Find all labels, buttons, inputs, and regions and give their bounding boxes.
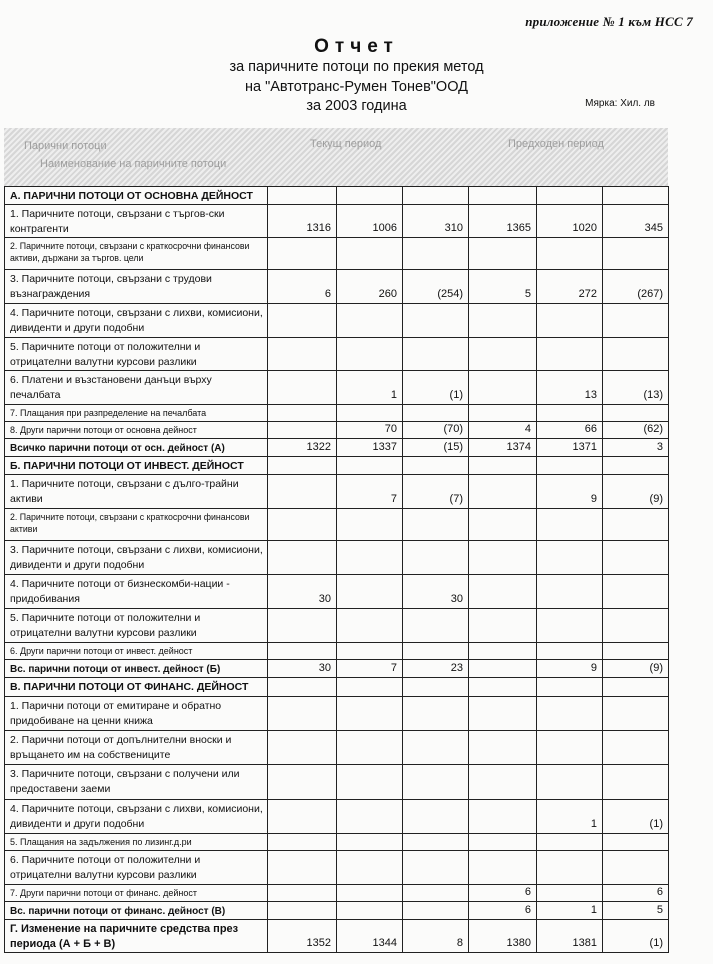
row-label: 1. Парични потоци от емитиране и обратно придобиване на ценни книжа [5, 697, 268, 731]
table-row [5, 660, 669, 678]
value-cell: (9) [603, 475, 669, 509]
value-cell [469, 851, 537, 885]
value-cell [603, 678, 669, 697]
faded-header-text: Предходен период [508, 138, 604, 150]
value-cell [537, 765, 603, 800]
value-cell: (254) [403, 270, 469, 304]
value-cell: 1020 [537, 205, 603, 238]
value-cell: 1352 [268, 920, 337, 953]
value-cell: 1006 [337, 205, 403, 238]
row-label: 4. Паричните потоци от бизнескомби-нации - придобивания [5, 575, 268, 609]
value-cell [469, 660, 537, 678]
value-cell [268, 902, 337, 920]
value-cell [403, 765, 469, 800]
value-cell [603, 731, 669, 765]
value-cell: (1) [403, 371, 469, 405]
row-label: 2. Паричните потоци, свързани с краткосрочни финансови активи [5, 509, 268, 541]
table-row [5, 731, 669, 765]
value-cell: 6 [268, 270, 337, 304]
value-cell [337, 338, 403, 371]
table-row [5, 920, 669, 953]
table-row [5, 765, 669, 800]
value-cell [537, 885, 603, 902]
annex-reference: приложение № 1 към НСС 7 [525, 14, 693, 29]
value-cell [469, 338, 537, 371]
value-cell [403, 405, 469, 422]
value-cell [537, 457, 603, 475]
value-cell [603, 609, 669, 643]
value-cell: 13 [537, 371, 603, 405]
value-cell [337, 541, 403, 575]
value-cell [469, 304, 537, 338]
row-label: Всичко парични потоци от осн. дейност (А) [5, 439, 268, 457]
value-cell [268, 422, 337, 439]
value-cell [268, 304, 337, 338]
row-label: 3. Паричните потоци, свързани с трудови възнаграждения [5, 270, 268, 304]
value-cell: 5 [603, 902, 669, 920]
row-label: 3. Паричните потоци, свързани с лихви, комисиони, дивиденти и други подобни [5, 541, 268, 575]
value-cell [603, 765, 669, 800]
row-label: 7. Плащания при разпределение на печалбата [5, 405, 268, 422]
value-cell [268, 834, 337, 851]
table-row [5, 205, 669, 238]
value-cell: 1371 [537, 439, 603, 457]
table-row [5, 422, 669, 439]
value-cell [403, 541, 469, 575]
value-cell [537, 238, 603, 270]
value-cell [268, 187, 337, 205]
value-cell [337, 678, 403, 697]
value-cell [537, 187, 603, 205]
value-cell [337, 731, 403, 765]
value-cell [337, 405, 403, 422]
table-row [5, 457, 669, 475]
table-row [5, 304, 669, 338]
value-cell [469, 541, 537, 575]
value-cell: 1316 [268, 205, 337, 238]
value-cell: 30 [268, 575, 337, 609]
value-cell [603, 187, 669, 205]
report-title: Отчет [314, 36, 399, 57]
value-cell [603, 304, 669, 338]
value-cell [337, 609, 403, 643]
value-cell: 7 [337, 660, 403, 678]
faded-table-header [4, 128, 668, 186]
table-row [5, 238, 669, 270]
value-cell [537, 338, 603, 371]
value-cell [469, 457, 537, 475]
value-cell [403, 304, 469, 338]
faded-header-text: Наименование на паричните потоци [40, 158, 227, 170]
value-cell [603, 405, 669, 422]
value-cell [337, 304, 403, 338]
table-row [5, 609, 669, 643]
value-cell: 3 [603, 439, 669, 457]
value-cell [603, 457, 669, 475]
value-cell [469, 371, 537, 405]
row-label: 3. Паричните потоци, свързани с получени или предоставени заеми [5, 765, 268, 800]
value-cell [337, 509, 403, 541]
value-cell: (13) [603, 371, 669, 405]
value-cell [337, 885, 403, 902]
value-cell: (9) [603, 660, 669, 678]
value-cell [469, 509, 537, 541]
table-row [5, 509, 669, 541]
row-label: В. ПАРИЧНИ ПОТОЦИ ОТ ФИНАНС. ДЕЙНОСТ [5, 678, 268, 697]
table-row [5, 902, 669, 920]
value-cell: 1 [537, 902, 603, 920]
value-cell: (62) [603, 422, 669, 439]
faded-header-text: Текущ период [310, 138, 382, 150]
value-cell: 310 [403, 205, 469, 238]
value-cell: 1344 [337, 920, 403, 953]
value-cell [603, 541, 669, 575]
value-cell: (70) [403, 422, 469, 439]
value-cell: (1) [603, 920, 669, 953]
value-cell [403, 187, 469, 205]
value-cell [403, 678, 469, 697]
table-row [5, 697, 669, 731]
value-cell [337, 187, 403, 205]
value-cell [268, 697, 337, 731]
row-label: 7. Други парични потоци от финанс. дейност [5, 885, 268, 902]
value-cell: 1380 [469, 920, 537, 953]
value-cell [603, 509, 669, 541]
row-label: 5. Паричните потоци от положителни и отрицателни валутни курсови разлики [5, 338, 268, 371]
value-cell [403, 509, 469, 541]
value-cell: 23 [403, 660, 469, 678]
value-cell: 9 [537, 475, 603, 509]
row-label: Вс. парични потоци от финанс. дейност (В) [5, 902, 268, 920]
value-cell [403, 457, 469, 475]
value-cell: (267) [603, 270, 669, 304]
row-label: 2. Парични потоци от допълнителни вноски и връщането им на собствениците [5, 731, 268, 765]
value-cell: 70 [337, 422, 403, 439]
value-cell [537, 575, 603, 609]
value-cell [537, 697, 603, 731]
value-cell [603, 834, 669, 851]
value-cell [537, 643, 603, 660]
value-cell [603, 338, 669, 371]
row-label: 6. Платени и възстановени данъци върху печалбата [5, 371, 268, 405]
value-cell: (7) [403, 475, 469, 509]
value-cell [268, 678, 337, 697]
table-row [5, 643, 669, 660]
row-label: 5. Паричните потоци от положителни и отрицателни валутни курсови разлики [5, 609, 268, 643]
value-cell [268, 405, 337, 422]
value-cell [469, 731, 537, 765]
row-label: 6. Паричните потоци от положителни и отрицателни валутни курсови разлики [5, 851, 268, 885]
value-cell [403, 643, 469, 660]
value-cell [403, 338, 469, 371]
value-cell [469, 643, 537, 660]
value-cell [337, 834, 403, 851]
value-cell [537, 541, 603, 575]
value-cell: 1337 [337, 439, 403, 457]
value-cell: 1322 [268, 439, 337, 457]
value-cell [537, 509, 603, 541]
value-cell [469, 800, 537, 834]
row-label: 6. Други парични потоци от инвест. дейност [5, 643, 268, 660]
table-row [5, 800, 669, 834]
value-cell: 30 [403, 575, 469, 609]
value-cell [469, 475, 537, 509]
value-cell: 7 [337, 475, 403, 509]
row-label: 4. Паричните потоци, свързани с лихви, комисиони, дивиденти и други подобни [5, 800, 268, 834]
value-cell: 1374 [469, 439, 537, 457]
value-cell [403, 851, 469, 885]
value-cell [403, 609, 469, 643]
value-cell [337, 575, 403, 609]
table-row [5, 678, 669, 697]
value-cell [268, 885, 337, 902]
value-cell: 6 [603, 885, 669, 902]
value-cell [337, 902, 403, 920]
value-cell: (1) [603, 800, 669, 834]
value-cell [403, 834, 469, 851]
table-row [5, 270, 669, 304]
value-cell [268, 851, 337, 885]
report-subtitle-method: за паричните потоци по прекия метод [229, 59, 484, 75]
row-label: 5. Плащания на задължения по лизинг.д.ри [5, 834, 268, 851]
table-row [5, 541, 669, 575]
value-cell [469, 238, 537, 270]
value-cell: 1365 [469, 205, 537, 238]
value-cell [537, 304, 603, 338]
row-label: Г. Изменение на паричните средства през периода (А + Б + В) [5, 920, 268, 953]
value-cell [337, 851, 403, 885]
value-cell [603, 575, 669, 609]
table-row [5, 885, 669, 902]
table-row [5, 187, 669, 205]
value-cell: (15) [403, 439, 469, 457]
value-cell [403, 902, 469, 920]
row-label: 4. Паричните потоци, свързани с лихви, комисиони, дивиденти и други подобни [5, 304, 268, 338]
value-cell [469, 834, 537, 851]
value-cell [403, 731, 469, 765]
value-cell [268, 338, 337, 371]
report-subtitle-company: на "Автотранс-Румен Тонев"ООД [245, 79, 468, 95]
value-cell [469, 575, 537, 609]
value-cell [603, 643, 669, 660]
value-cell [603, 851, 669, 885]
value-cell: 8 [403, 920, 469, 953]
value-cell [268, 800, 337, 834]
value-cell [469, 697, 537, 731]
value-cell [537, 609, 603, 643]
value-cell [337, 800, 403, 834]
value-cell [337, 765, 403, 800]
value-cell: 1 [537, 800, 603, 834]
table-row [5, 575, 669, 609]
value-cell [403, 697, 469, 731]
value-cell [537, 731, 603, 765]
value-cell [268, 541, 337, 575]
value-cell [268, 475, 337, 509]
value-cell [537, 405, 603, 422]
value-cell: 4 [469, 422, 537, 439]
table-row [5, 475, 669, 509]
value-cell [403, 800, 469, 834]
table-row [5, 439, 669, 457]
value-cell [337, 457, 403, 475]
units-label: Мярка: Хил. лв [585, 98, 655, 109]
value-cell [337, 697, 403, 731]
row-label: А. ПАРИЧНИ ПОТОЦИ ОТ ОСНОВНА ДЕЙНОСТ [5, 187, 268, 205]
value-cell: 260 [337, 270, 403, 304]
value-cell [469, 187, 537, 205]
table-row [5, 405, 669, 422]
value-cell [603, 697, 669, 731]
row-label: Б. ПАРИЧНИ ПОТОЦИ ОТ ИНВЕСТ. ДЕЙНОСТ [5, 457, 268, 475]
value-cell: 272 [537, 270, 603, 304]
table-row [5, 371, 669, 405]
faded-header-text: Парични потоци [24, 140, 107, 152]
value-cell: 9 [537, 660, 603, 678]
value-cell [268, 371, 337, 405]
table-row [5, 338, 669, 371]
table-row [5, 834, 669, 851]
cash-flow-table [4, 186, 669, 953]
row-label: 1. Паричните потоци, свързани с дълго-трайни активи [5, 475, 268, 509]
value-cell: 1 [337, 371, 403, 405]
value-cell [337, 238, 403, 270]
value-cell [537, 851, 603, 885]
value-cell [537, 678, 603, 697]
value-cell [268, 609, 337, 643]
table-row [5, 851, 669, 885]
value-cell [268, 238, 337, 270]
row-label: 1. Паричните потоци, свързани с търгов-ски контрагенти [5, 205, 268, 238]
cash-flow-table-body [5, 187, 669, 953]
value-cell [403, 885, 469, 902]
value-cell [268, 643, 337, 660]
value-cell: 6 [469, 885, 537, 902]
value-cell: 5 [469, 270, 537, 304]
value-cell [337, 643, 403, 660]
value-cell [403, 238, 469, 270]
value-cell [469, 609, 537, 643]
row-label: 2. Паричните потоци, свързани с краткосрочни финансови активи, държани за търгов. цели [5, 238, 268, 270]
value-cell: 345 [603, 205, 669, 238]
report-subtitle-year: за 2003 година [306, 98, 407, 114]
value-cell [268, 731, 337, 765]
value-cell [537, 834, 603, 851]
row-label: 8. Други парични потоци от основна дейност [5, 422, 268, 439]
value-cell [469, 678, 537, 697]
value-cell [268, 509, 337, 541]
value-cell: 6 [469, 902, 537, 920]
value-cell: 66 [537, 422, 603, 439]
row-label: Вс. парични потоци от инвест. дейност (Б) [5, 660, 268, 678]
value-cell: 30 [268, 660, 337, 678]
value-cell [268, 457, 337, 475]
value-cell [469, 405, 537, 422]
value-cell [469, 765, 537, 800]
value-cell [268, 765, 337, 800]
value-cell: 1381 [537, 920, 603, 953]
value-cell [603, 238, 669, 270]
